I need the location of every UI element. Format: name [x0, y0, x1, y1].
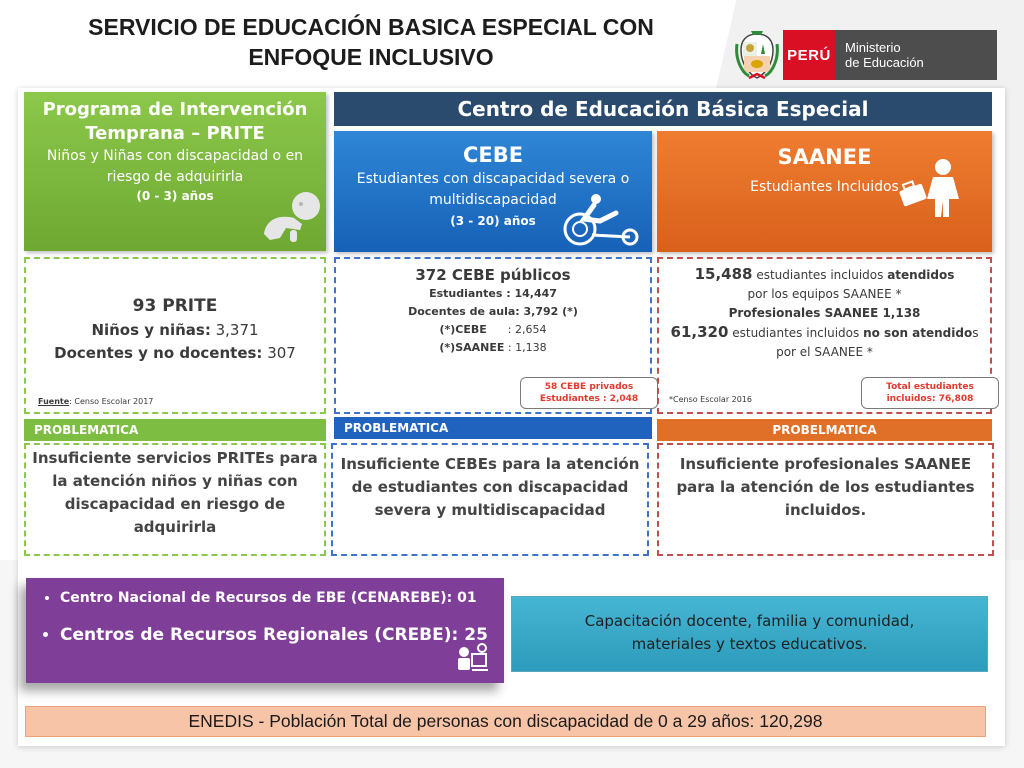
- saanee-total-badge: [861, 377, 999, 409]
- training-panel: [511, 596, 988, 672]
- cebe-breakdown-cebe: [336, 321, 650, 339]
- saanee-total-line1: Total estudiantes: [886, 382, 974, 392]
- saanee-not-attended-number: 61,320: [670, 323, 729, 341]
- prite-children-value: 3,371: [215, 321, 259, 339]
- saanee-heading: SAANEE: [777, 145, 872, 169]
- enedis-footer: ENEDIS - Población Total de personas con discapacidad de 0 a 29 años: 120,298: [25, 706, 986, 737]
- resources-list: [42, 586, 504, 650]
- saanee-total-line2: incluidos: 76,808: [886, 394, 974, 404]
- resources-item-cenarebe: • Centro Nacional de Recursos de EBE (CENAREBE): 01: [60, 586, 504, 610]
- saanee-attended-number: 15,488: [694, 265, 753, 283]
- prite-problem-text: Insuficiente servicios PRITEs para la atención niños y niñas con discapacidad en riesgo de adquirirla: [24, 443, 326, 556]
- cebe-heading: CEBE: [462, 143, 524, 167]
- cebe-classroom-teachers: Docentes de aula: 3,792 (*): [408, 305, 578, 318]
- saanee-stats: [657, 257, 992, 414]
- teacher-with-briefcase-icon: [897, 157, 969, 219]
- ministry-line1: Ministerio: [845, 40, 901, 55]
- training-line1: Capacitación docente, familia y comunidad,: [584, 612, 915, 630]
- page-title-line1: SERVICIO DE EDUCACIÓN BASICA ESPECIAL CON: [88, 14, 654, 40]
- cebe-private-badge: [520, 377, 658, 409]
- saanee-problem-text: Insuficiente profesionales SAANEE para la atención de los estudiantes incluidos.: [657, 443, 994, 556]
- prite-problem-label: PROBLEMATICA: [24, 419, 326, 441]
- baby-crawling-icon: [256, 184, 328, 246]
- training-line2: materiales y textos educativos.: [631, 635, 868, 653]
- cebe-breakdown-cebe-value: : 2,654: [507, 323, 547, 336]
- prite-count: 93 PRITE: [132, 296, 218, 316]
- education-resources-icon: [454, 642, 490, 674]
- cebe-breakdown-cebe-label: (*)CEBE: [439, 323, 487, 336]
- prite-age-range: (0 - 3) años: [136, 189, 214, 203]
- resources-panel: [26, 578, 504, 683]
- peru-label: PERÚ: [783, 30, 835, 80]
- prite-staff: [26, 342, 324, 365]
- cebe-breakdown-saanee-value: : 1,138: [507, 341, 547, 354]
- saanee-not-attended-suffix: s: [972, 326, 979, 340]
- prite-source: [38, 397, 153, 406]
- saanee-header: [657, 131, 992, 252]
- page-title-line2: ENFOQUE INCLUSIVO: [248, 44, 494, 70]
- prite-staff-label: Docentes y no docentes:: [54, 344, 263, 362]
- prite-desc-line2: riesgo de adquirirla: [106, 169, 244, 185]
- cebe-problem-text: Insuficiente CEBEs para la atención de estudiantes con discapacidad severa y multidiscapacidad: [331, 443, 649, 556]
- prite-children-label: Niños y niñas:: [91, 321, 211, 339]
- prite-source-text: : Censo Escolar 2017: [69, 397, 154, 406]
- cebe-desc-line2: multidiscapacidad: [429, 192, 557, 208]
- prite-stats: [24, 257, 326, 414]
- cebe-problem-label: PROBLEMATICA: [334, 417, 652, 439]
- prite-heading-line1: Programa de Intervención: [42, 99, 308, 120]
- ministry-line2: de Educación: [845, 55, 924, 70]
- cebe-breakdown-saanee: [336, 339, 650, 357]
- prite-heading-line2: Temprana – PRITE: [85, 123, 265, 144]
- resources-item-crebe: • Centros de Recursos Regionales (CREBE): 25: [60, 620, 504, 650]
- prite-source-label: Fuente: [38, 397, 70, 406]
- cebe-center-heading: Centro de Educación Básica Especial: [334, 92, 992, 126]
- prite-header: [24, 92, 326, 251]
- prite-desc-line1: Niños y Niñas con discapacidad o en: [46, 148, 304, 164]
- saanee-attended-bold: atendidos: [887, 268, 955, 282]
- wheelchair-athlete-icon: [556, 193, 646, 247]
- saanee-source: *Censo Escolar 2016: [669, 395, 753, 404]
- cebe-private-line2: Estudiantes : 2,048: [539, 394, 639, 404]
- cebe-header: [334, 131, 652, 252]
- saanee-attended-text: estudiantes incluidos: [756, 268, 884, 282]
- saanee-attended-line2: por los equipos SAANEE *: [747, 287, 902, 301]
- saanee-professionals: Profesionales SAANEE 1,138: [728, 306, 921, 320]
- page-title: [36, 12, 706, 72]
- cebe-students: Estudiantes : 14,447: [429, 287, 557, 300]
- prite-staff-value: 307: [267, 344, 296, 362]
- saanee-attended: [659, 265, 990, 285]
- cebe-age-range: (3 - 20) años: [450, 214, 536, 228]
- cebe-breakdown-saanee-label: (*)SAANEE: [439, 341, 505, 354]
- ministry-label: [835, 30, 997, 80]
- saanee-desc: Estudiantes Incluidos: [750, 179, 899, 195]
- cebe-public-count: 372 CEBE públicos: [415, 266, 571, 284]
- prite-children: [26, 319, 324, 342]
- peru-coat-of-arms-icon: [735, 28, 779, 82]
- saanee-not-attended-text: estudiantes incluidos: [732, 326, 860, 340]
- cebe-private-line1: 58 CEBE privados: [544, 382, 634, 392]
- cebe-desc-line1: Estudiantes con discapacidad severa o: [356, 171, 630, 187]
- saanee-problem-label: PROBELMATICA: [657, 419, 992, 441]
- saanee-not-attended-bold: no son atendido: [863, 326, 973, 340]
- cebe-stats: [334, 257, 652, 414]
- saanee-not-attended-line2: por el SAANEE *: [776, 345, 873, 359]
- saanee-not-attended: [659, 323, 990, 343]
- minedu-logo: [735, 28, 997, 82]
